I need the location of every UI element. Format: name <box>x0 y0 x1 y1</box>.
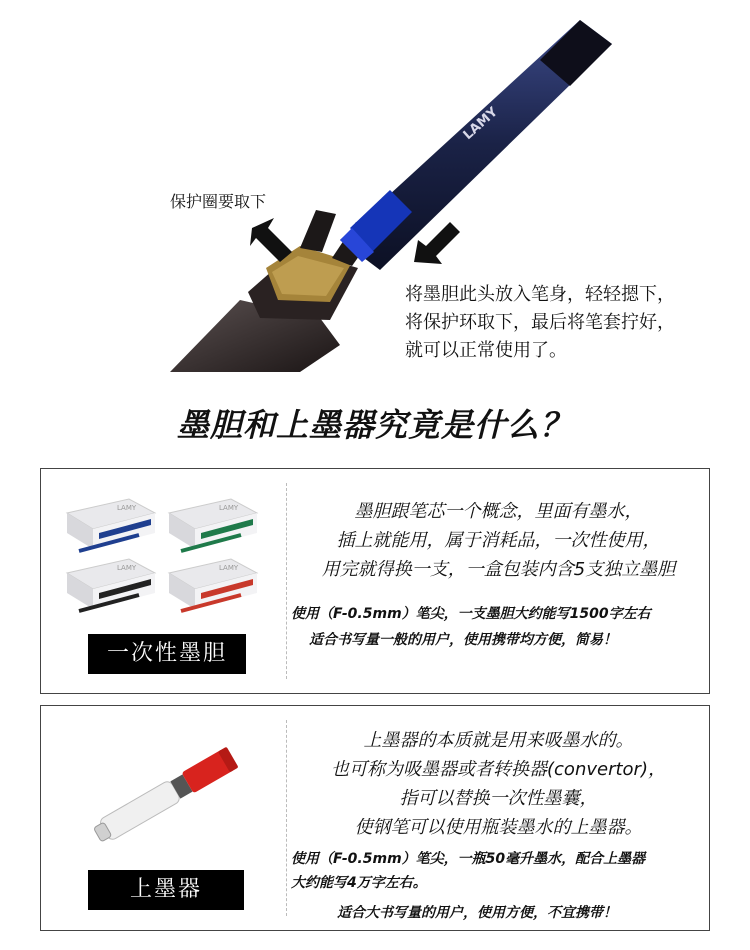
ring-remove-label: 保护圈要取下 <box>170 192 267 211</box>
description-line: 用完就得换一支，一盒包装内含5支独立墨胆 <box>321 559 676 580</box>
description-line: 墨胆跟笔芯一个概念，里面有墨水， <box>354 501 643 522</box>
arrow-up-left-icon <box>250 218 292 262</box>
description-line: 也可称为吸墨器或者转换器(convertor)， <box>331 759 666 780</box>
cartridge-tag: 一次性墨胆 <box>88 634 246 674</box>
ink-cartridge <box>340 20 612 270</box>
converter-note: 大约能写4万字左右。 <box>291 875 427 891</box>
cartridge-box <box>169 559 257 611</box>
divider <box>286 483 287 679</box>
converter-note: 使用（F-0.5mm）笔尖，一瓶50毫升墨水，配合上墨器 <box>291 851 646 867</box>
cartridge-panel <box>40 468 710 694</box>
converter-note: 适合大书写量的用户，使用方便，不宜携带！ <box>337 905 617 921</box>
svg-text:LAMY: LAMY <box>219 564 239 572</box>
svg-text:LAMY: LAMY <box>219 504 239 512</box>
svg-text:LAMY: LAMY <box>117 564 137 572</box>
description-line: 上墨器的本质就是用来吸墨水的。 <box>363 730 634 751</box>
cartridge-description <box>296 497 701 584</box>
instruction-text <box>405 281 745 365</box>
cartridge-boxes-image <box>59 489 269 619</box>
svg-text:LAMY: LAMY <box>460 104 501 143</box>
page-heading: 墨胆和上墨器究竟是什么？ <box>176 406 573 444</box>
instruction-line: 就可以正常使用了。 <box>405 340 567 361</box>
cartridge-box <box>67 499 155 551</box>
converter-image <box>65 726 265 856</box>
converter-panel <box>40 705 710 931</box>
divider <box>286 720 287 916</box>
cartridge-note: 适合书写量一般的用户，使用携带均方便，简易！ <box>309 632 617 648</box>
converter-tag: 上墨器 <box>88 870 244 910</box>
converter-description <box>296 726 701 842</box>
description-line: 插上就能用，属于消耗品，一次性使用， <box>336 530 661 551</box>
description-line: 使钢笔可以使用瓶装墨水的上墨器。 <box>354 817 643 838</box>
hero-illustration <box>0 0 750 380</box>
cartridge-note: 使用（F-0.5mm）笔尖，一支墨胆大约能写1500字左右 <box>291 606 651 622</box>
svg-text:LAMY: LAMY <box>117 504 137 512</box>
description-line: 指可以替换一次性墨囊， <box>399 788 598 809</box>
instruction-line: 将保护环取下，最后将笔套拧好， <box>405 312 675 333</box>
converter-body <box>91 747 238 846</box>
cartridge-box <box>169 499 257 551</box>
cartridge-box <box>67 559 155 611</box>
instruction-line: 将墨胆此头放入笔身，轻轻摁下， <box>405 284 675 305</box>
